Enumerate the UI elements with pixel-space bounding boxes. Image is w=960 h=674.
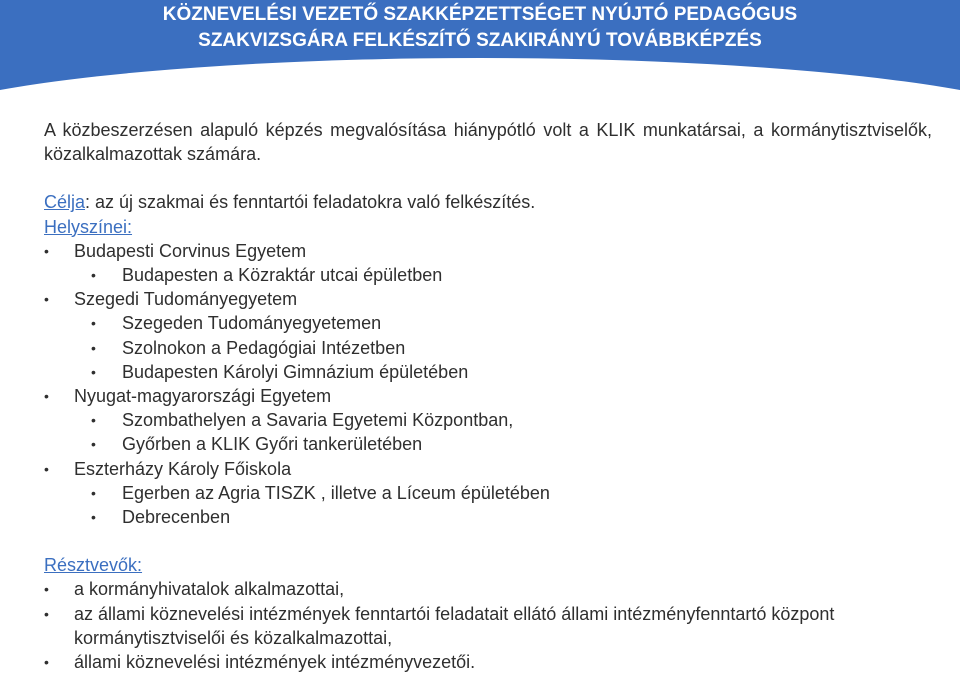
- bullet-icon: •: [91, 484, 96, 501]
- venue-name: Szegedi Tudományegyetem: [74, 289, 298, 310]
- participants-label: Résztvevők:: [44, 555, 143, 576]
- venue-location: Szombathelyen a Savaria Egyetemi Központban,: [122, 410, 514, 431]
- slide-content: [44, 118, 932, 674]
- venue-name: Eszterházy Károly Főiskola: [74, 458, 292, 479]
- venue-name: Budapesti Corvinus Egyetem: [74, 240, 307, 261]
- list-item: [44, 505, 932, 529]
- list-item: [44, 481, 932, 505]
- goal-paragraph: [44, 190, 932, 214]
- list-item: [44, 360, 932, 384]
- participant-text: állami köznevelési intézmények intézményvezetői.: [74, 652, 476, 673]
- bullet-icon: •: [91, 412, 96, 429]
- list-item: [44, 432, 932, 456]
- bullet-icon: •: [91, 267, 96, 284]
- list-item: [44, 239, 932, 263]
- venue-location: Szegeden Tudományegyetemen: [122, 313, 382, 334]
- bullet-icon: •: [91, 509, 96, 526]
- bullet-icon: •: [44, 460, 49, 477]
- venue-location: Budapesten Károlyi Gimnázium épületében: [122, 361, 469, 382]
- venues-list: [44, 239, 932, 529]
- participant-text: a kormányhivatalok alkalmazottai,: [74, 579, 345, 600]
- participant-text: az állami köznevelési intézmények fenntartói feladatait ellátó állami intézményfenntartó központ kormánytisztviselői és közalkalmazottai,: [74, 603, 835, 648]
- list-item: [44, 408, 932, 432]
- venue-name: Nyugat-magyarországi Egyetem: [74, 386, 332, 407]
- participants-list: [44, 577, 932, 674]
- intro-paragraph: A közbeszerzésen alapuló képzés megvalósítása hiánypótló volt a KLIK munkatársai, a kormánytisztviselők, közalkalmazottak számára.: [44, 120, 932, 165]
- venue-location: Szolnokon a Pedagógiai Intézetben: [122, 337, 406, 358]
- list-item: [44, 457, 932, 481]
- list-item: [44, 311, 932, 335]
- venue-location: Budapesten a Közraktár utcai épületben: [122, 265, 443, 286]
- goal-label: Célja: [44, 192, 86, 213]
- bullet-icon: •: [44, 654, 49, 671]
- page-title-line-2: SZAKVIZSGÁRA FELKÉSZÍTŐ SZAKIRÁNYÚ TOVÁBBKÉPZÉS: [198, 30, 762, 51]
- bullet-icon: •: [91, 315, 96, 332]
- bullet-icon: •: [44, 242, 49, 259]
- header-band: [0, 0, 960, 96]
- list-item: [44, 602, 932, 650]
- participants-label-line: [44, 553, 932, 577]
- list-item: [44, 650, 932, 674]
- list-item: [44, 336, 932, 360]
- goal-text: : az új szakmai és fenntartói feladatokra való felkészítés.: [85, 192, 536, 213]
- venue-location: Debrecenben: [122, 507, 231, 528]
- venues-label: Helyszínei:: [44, 216, 133, 237]
- list-item: [44, 263, 932, 287]
- bullet-icon: •: [44, 388, 49, 405]
- bullet-icon: •: [91, 363, 96, 380]
- venues-label-line: [44, 215, 932, 239]
- venue-location: Győrben a KLIK Győri tankerületében: [122, 434, 423, 455]
- page-title-line-1: KÖZNEVELÉSI VEZETŐ SZAKKÉPZETTSÉGET NYÚJTÓ PEDAGÓGUS: [162, 4, 798, 25]
- bullet-icon: •: [91, 339, 96, 356]
- venue-location: Egerben az Agria TISZK , illetve a Líceum épületében: [122, 482, 550, 503]
- bullet-icon: •: [91, 436, 96, 453]
- list-item: [44, 577, 932, 601]
- list-item: [44, 384, 932, 408]
- bullet-icon: •: [44, 581, 49, 598]
- bullet-icon: •: [44, 605, 49, 622]
- bullet-icon: •: [44, 291, 49, 308]
- list-item: [44, 287, 932, 311]
